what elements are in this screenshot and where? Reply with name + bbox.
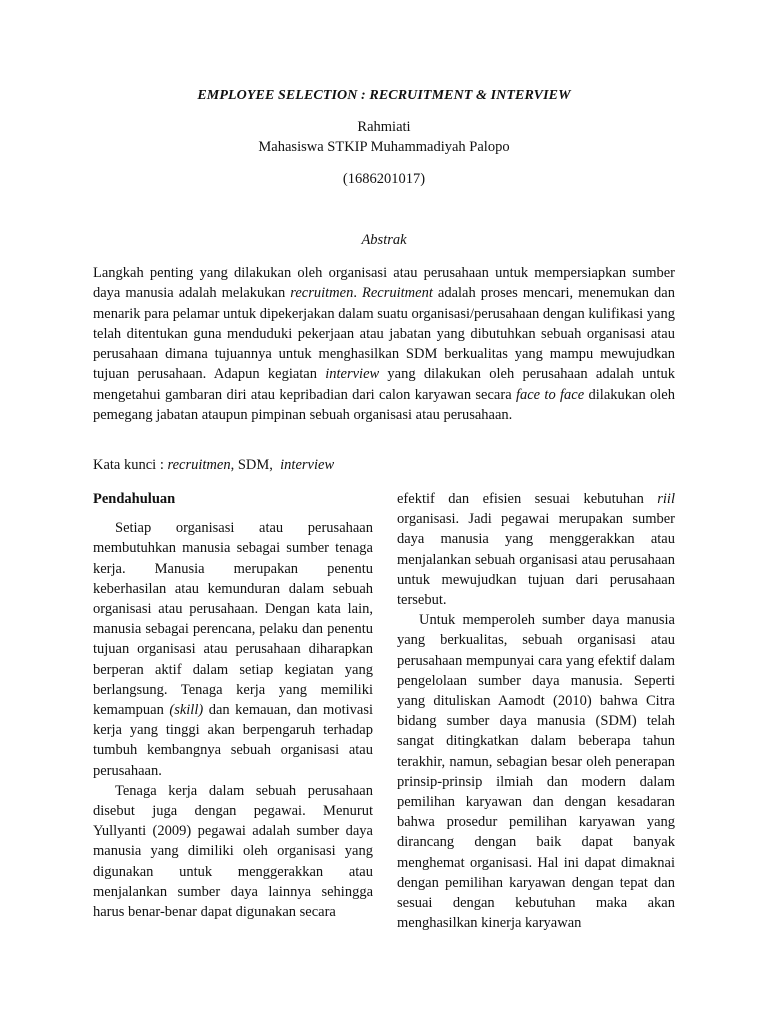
abstract-text-3: adalah proses mencari, menemukan dan menarik para pelamar untuk dipekerjakan dalam suatu organisasi/perusahaan dengan kulifikasi yang telah ditentukan guna menduduki pekerjaan atau jabatan yang dibutuhkan sebuah organisasi atau perusahaan dimana tujuannya untuk menghasilkan SDM berkualitas yang mampu mewujudkan tujuan perusahaan. Adapun kegiatan (93, 285, 675, 383)
right-column (397, 489, 675, 933)
left-column (93, 489, 373, 922)
abstract-term-recruitmen: recruitmen (290, 285, 354, 302)
keyword-interview: interview (280, 457, 335, 473)
right-p1-text-a: efektif dan efisien sesuai kebutuhan (397, 491, 658, 507)
abstract-heading: Abstrak (361, 232, 407, 248)
keywords-separator: , SDM, (230, 457, 281, 473)
right-p1-term-riil: riil (657, 491, 675, 507)
author-name: Rahmiati (357, 119, 411, 135)
paper-title: EMPLOYEE SELECTION : RECRUITMENT & INTERVIEW (197, 88, 571, 103)
abstract-term-recruitment: Recruitment (362, 285, 433, 302)
left-p1-text-b: dan kemauan, dan motivasi kerja yang tinggi akan berpengaruh terhadap tumbuh kembangnya sebuah organisasi atau perusahaan. (93, 702, 373, 779)
abstract-text-1: Langkah penting yang dilakukan oleh organisasi atau perusahaan untuk mempersiapkan sumber daya manusia adalah melakukan (93, 265, 675, 302)
abstract-text-2: . (353, 285, 362, 302)
abstract-text-5: dilakukan oleh pemegang jabatan ataupun pimpinan sebuah organisasi atau perusahaan. (93, 386, 675, 424)
section-heading-pendahuluan: Pendahuluan (93, 491, 176, 507)
left-p1-term-skill: (skill) (169, 702, 204, 719)
abstract-term-face-to-face: face to face (515, 386, 585, 403)
left-p1-text-a: Setiap organisasi atau perusahaan membutuhkan manusia sebagai sumber tenaga kerja. Manusia merupakan penentu keberhasilan atau kemunduran dalam sebuah organisasi atau perusahaan. Dengan kata lain, manusia sebagai perencana, pelaku dan penentu tujuan organisasi atau perusahaan diharapkan berperan aktif dalam setiap kegiatan yang berlangsung. Tenaga kerja yang memiliki kemampuan (93, 520, 373, 719)
keywords-label: Kata kunci : (93, 457, 168, 473)
right-paragraph-2: Untuk memperoleh sumber daya manusia yang berkualitas, sebuah organisasi atau perusahaan mempunyai cara yang efektif dalam pengelolaan sumber daya manusia. Seperti yang dituliskan Aamodt (2010) bahwa Citra bidang sumber daya manusia (SDM) telah sangat ditingkatkan dalam beberapa tahun terakhir, namun, sebagian besar oleh penerapan prinsip-prinsip ilmiah dan modern dalam pemilihan karyawan dan dengan kesadaran bahwa prosedur pemilihan karyawan yang dirancang dengan baik dapat banyak menghemat organisasi. Hal ini dapat dimaknai dengan pemilihan karyawan dengan tepat dan sesuai dengan kebutuhan maka akan menghasilkan kinerja karyawan (397, 612, 675, 932)
left-paragraph-2: Tenaga kerja dalam sebuah perusahaan disebut juga dengan pegawai. Menurut Yullyanti (2009) pegawai adalah sumber daya manusia yang dimiliki oleh organisasi yang digunakan untuk menggerakkan atau menjalankan sumber daya lainnya sehingga harus benar-benar dapat digunakan secara (93, 782, 373, 921)
right-paragraph-1 (397, 489, 675, 610)
student-id: (1686201017) (342, 171, 426, 187)
keyword-recruitmen: recruitmen (167, 457, 231, 473)
abstract-term-interview: interview (325, 366, 380, 383)
right-p1-text-b: organisasi. Jadi pegawai merupakan sumber daya manusia yang menggerakkan atau menjalankan sebuah organisasi atau perusahaan untuk mewujudkan tujuan dari perusahaan tersebut. (397, 511, 675, 609)
author-affiliation: Mahasiswa STKIP Muhammadiyah Palopo (258, 139, 510, 155)
abstract-text-4: yang dilakukan oleh perusahaan adalah untuk mengetahui gambaran diri atau kepribadian dari calon karyawan secara (93, 366, 675, 403)
left-paragraph-1 (93, 518, 373, 781)
keywords-line (93, 457, 675, 474)
abstract-body (93, 263, 675, 425)
